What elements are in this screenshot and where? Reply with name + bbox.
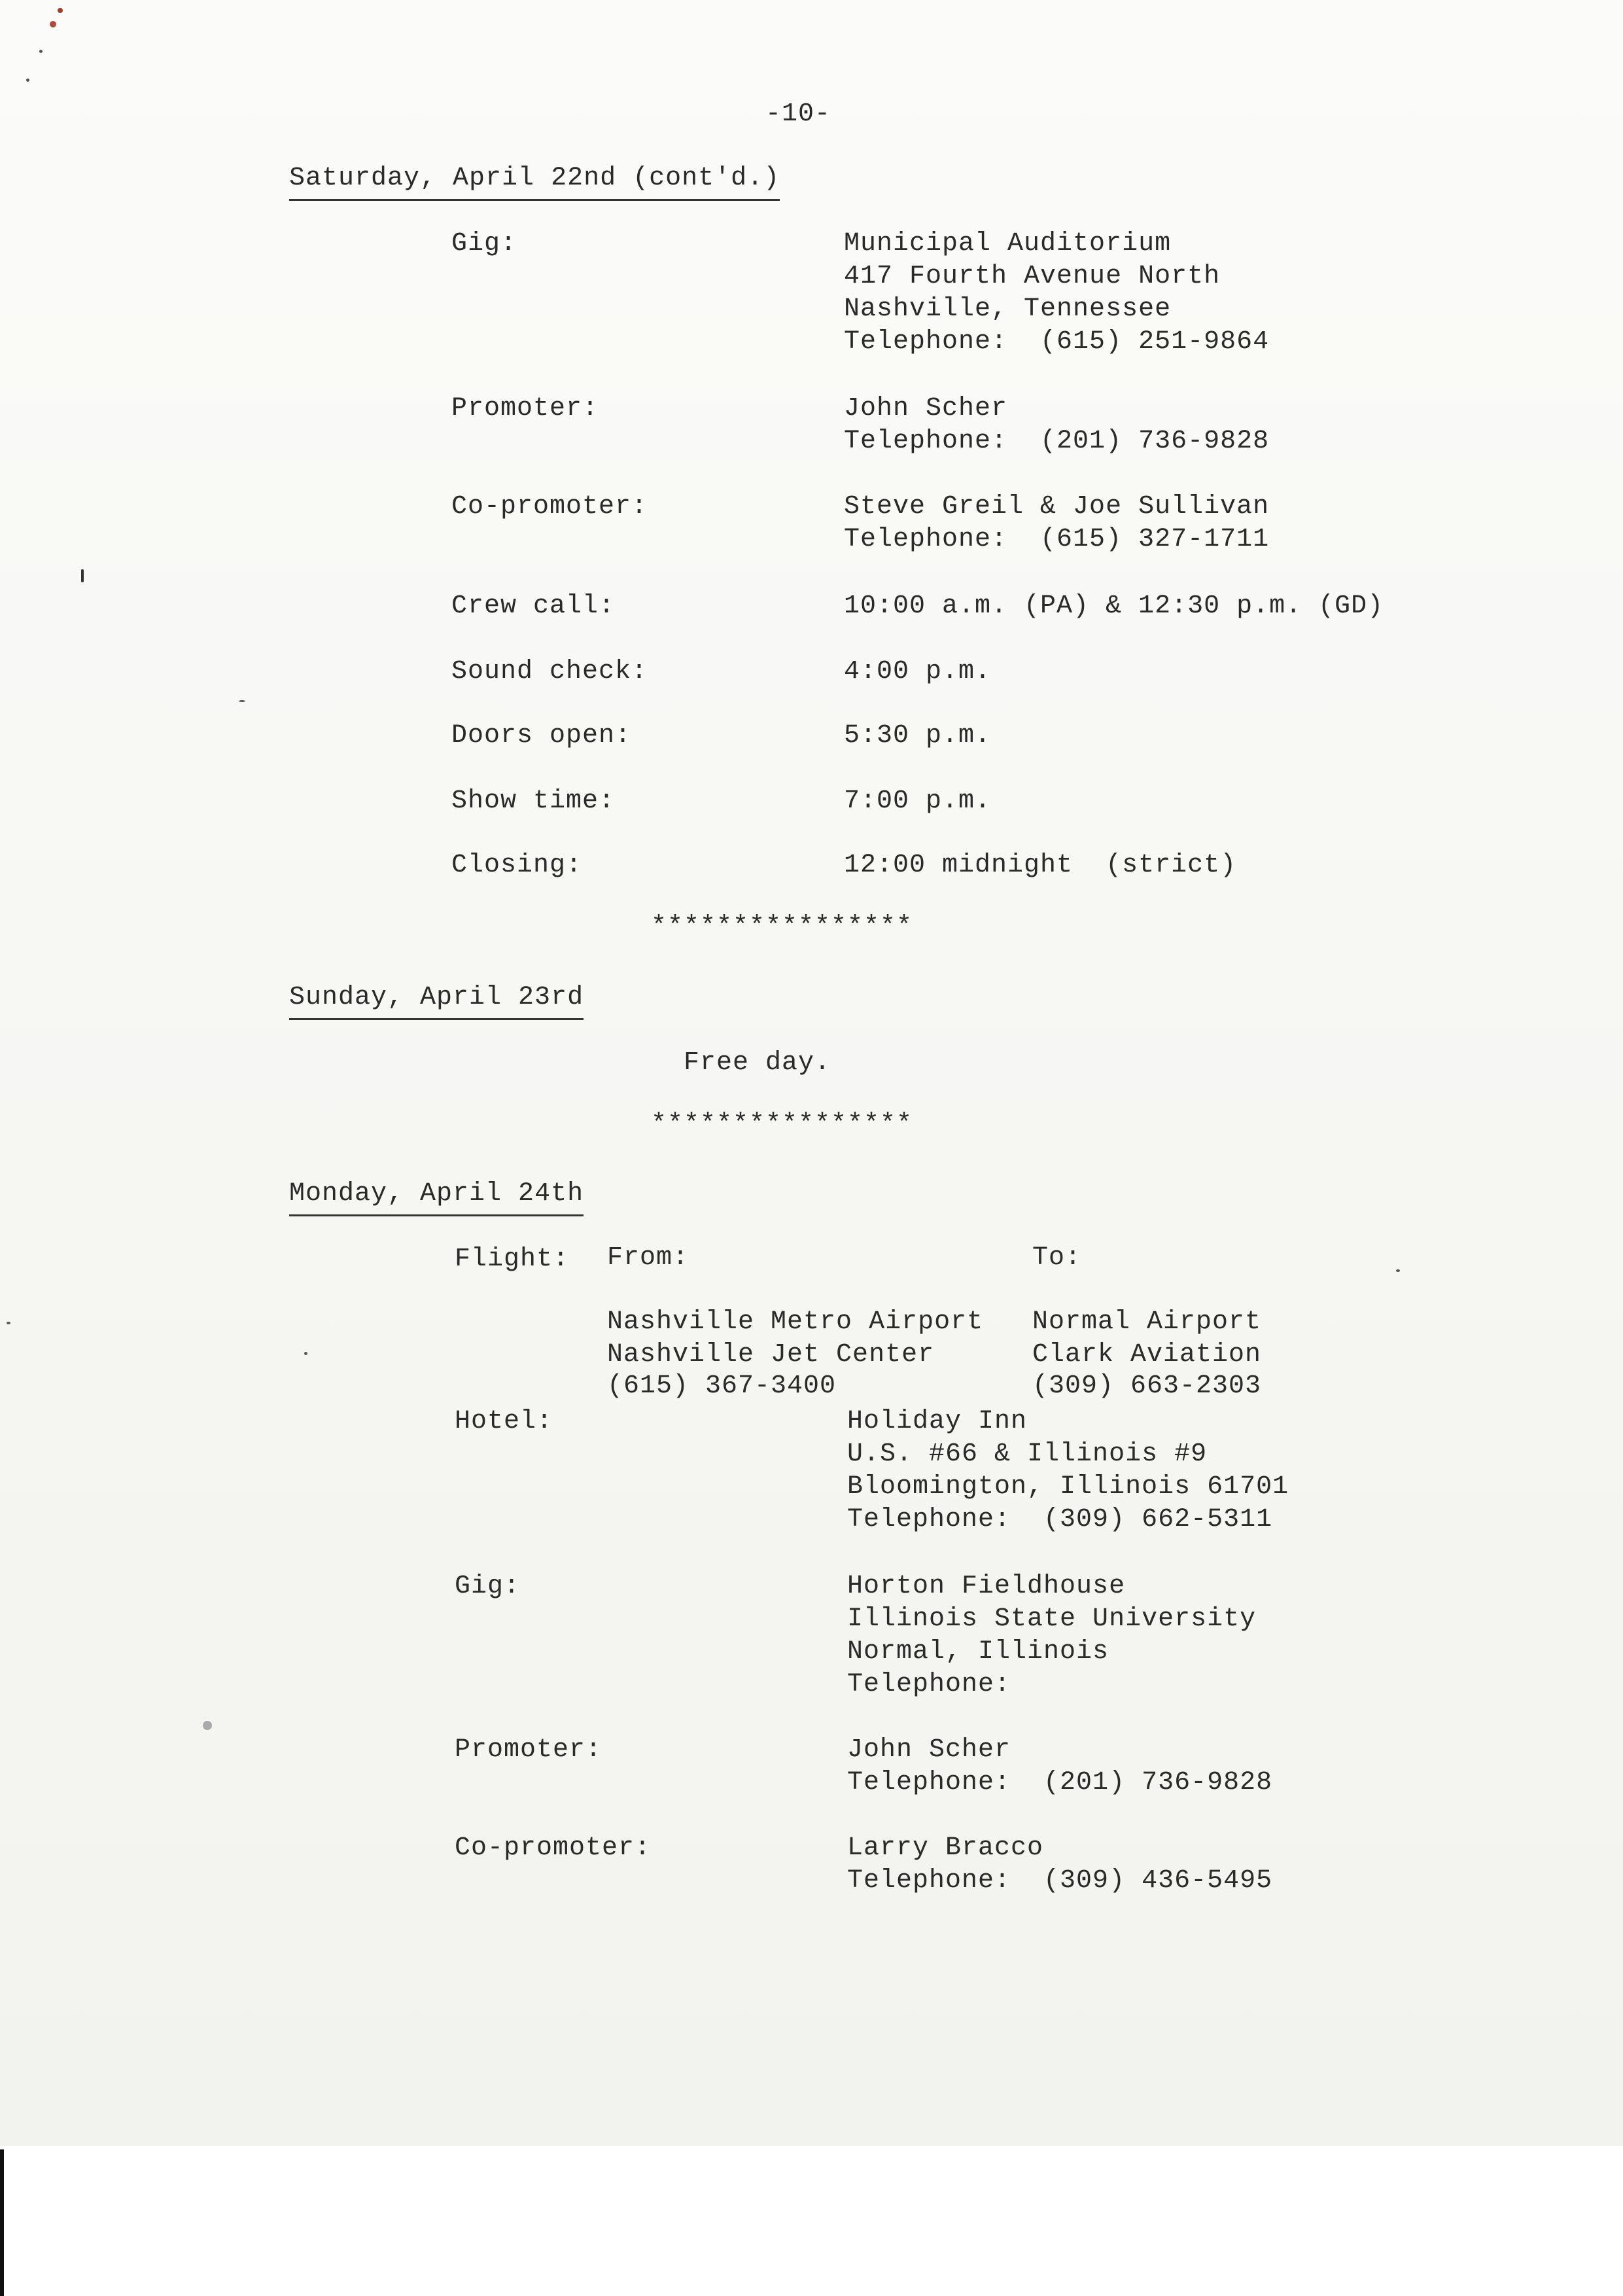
day-heading-sunday: Sunday, April 23rd — [289, 981, 584, 1020]
row-label: Doors open: — [451, 721, 632, 751]
row-value: 4:00 p.m. — [844, 657, 992, 686]
scan-margin — [0, 2146, 1623, 2296]
flight-from-value: (615) 367-3400 — [607, 1371, 837, 1401]
separator: **************** — [651, 912, 913, 942]
row-label: Promoter: — [451, 394, 599, 423]
flight-to-value: (309) 663-2303 — [1032, 1371, 1262, 1401]
flight-from-value: Nashville Jet Center — [607, 1340, 935, 1369]
day-heading-saturday: Saturday, April 22nd (cont'd.) — [289, 162, 780, 201]
flight-to-label: To: — [1032, 1243, 1082, 1273]
row-label: Closing: — [451, 851, 583, 880]
row-value: Larry Bracco — [847, 1833, 1044, 1863]
row-value: Illinois State University — [847, 1604, 1257, 1634]
row-label: Gig: — [451, 229, 517, 258]
scan-speck — [50, 21, 56, 27]
row-value: John Scher — [847, 1735, 1011, 1765]
row-label: Co-promoter: — [455, 1833, 652, 1863]
row-value: 12:00 midnight (strict) — [844, 851, 1237, 880]
row-value: 7:00 p.m. — [844, 786, 992, 816]
flight-to-value: Clark Aviation — [1032, 1340, 1262, 1369]
row-value: 417 Fourth Avenue North — [844, 262, 1221, 291]
page-number: -10- — [765, 99, 831, 129]
scan-speck — [58, 8, 63, 13]
row-value: Telephone: — [847, 1670, 1011, 1699]
flight-from-label: From: — [607, 1243, 689, 1273]
row-value: Telephone: (201) 736-9828 — [844, 427, 1270, 456]
separator: **************** — [651, 1110, 913, 1139]
row-value: Telephone: (201) 736-9828 — [847, 1768, 1273, 1797]
row-value: Telephone: (309) 662-5311 — [847, 1505, 1273, 1534]
row-label: Gig: — [455, 1572, 521, 1601]
row-label: Sound check: — [451, 657, 648, 686]
flight-label: Flight: — [455, 1245, 570, 1274]
row-value: Holiday Inn — [847, 1407, 1028, 1436]
scan-speck — [26, 79, 29, 82]
flight-from-value: Nashville Metro Airport — [607, 1307, 984, 1337]
row-label: Show time: — [451, 786, 616, 816]
scan-speck — [7, 1322, 10, 1324]
scan-speck — [239, 700, 245, 702]
scan-edge — [0, 2149, 4, 2296]
flight-to-value: Normal Airport — [1032, 1307, 1262, 1337]
free-day-note: Free day. — [684, 1048, 831, 1078]
scan-speck — [39, 50, 43, 53]
row-value: Municipal Auditorium — [844, 229, 1172, 258]
row-value: Telephone: (615) 327-1711 — [844, 525, 1270, 554]
row-label: Hotel: — [455, 1407, 553, 1436]
day-heading-monday: Monday, April 24th — [289, 1178, 584, 1216]
row-label: Co-promoter: — [451, 492, 648, 521]
row-label: Promoter: — [455, 1735, 602, 1765]
scan-speck — [203, 1721, 212, 1730]
scan-speck — [304, 1352, 307, 1355]
row-value: John Scher — [844, 394, 1008, 423]
row-value: Bloomington, Illinois 61701 — [847, 1472, 1289, 1502]
row-value: Telephone: (615) 251-9864 — [844, 327, 1270, 357]
scan-speck — [1396, 1269, 1400, 1272]
row-value: 5:30 p.m. — [844, 721, 992, 751]
row-label: Crew call: — [451, 592, 616, 621]
row-value: Steve Greil & Joe Sullivan — [844, 492, 1270, 521]
row-value: Normal, Illinois — [847, 1637, 1109, 1667]
row-value: Nashville, Tennessee — [844, 294, 1172, 324]
row-value: Telephone: (309) 436-5495 — [847, 1866, 1273, 1896]
row-value: U.S. #66 & Illinois #9 — [847, 1439, 1208, 1469]
scan-speck — [81, 569, 84, 582]
row-value: Horton Fieldhouse — [847, 1572, 1126, 1601]
row-value: 10:00 a.m. (PA) & 12:30 p.m. (GD) — [844, 592, 1384, 621]
